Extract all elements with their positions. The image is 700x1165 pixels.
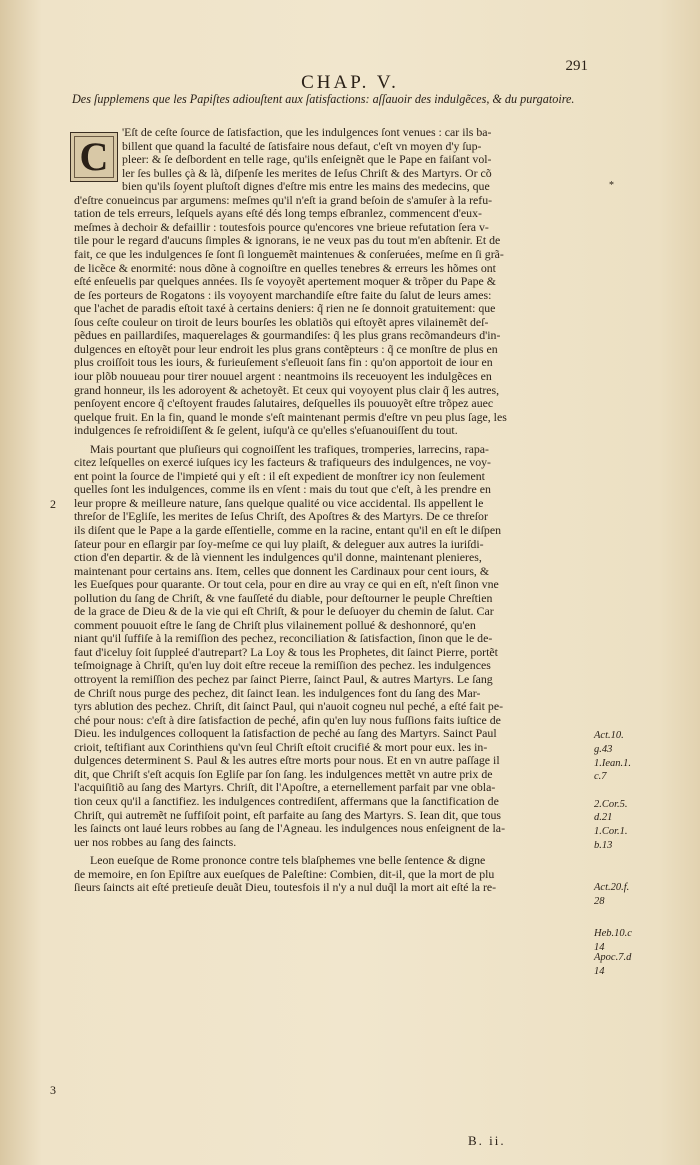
margin-note: 2.Cor.5. xyxy=(594,799,628,810)
text-line: iour plõb nouueau pour tirer nouuel argent : neantmoins ils receuoyent les indulgẽces en xyxy=(74,369,492,383)
text-line: tion ceux qu'il a ſanctifiez. les indulgences contrediſent, affermans que la ſanctification de xyxy=(74,794,499,808)
text-line: eſté enſeuelis par quelques années. Ils ſe voyoyẽt apertement moquer & trõper du Pape & xyxy=(74,275,496,289)
text-line: dulgences determinent S. Paul & les autres eſtre morts pour nous. Et en vn autre paſſage il xyxy=(74,754,500,768)
signature-mark: B. ii. xyxy=(468,1133,506,1148)
text-line: leur propre & meilleure nature, ſans quelque qualité ou vice accidental. Ils appellent le xyxy=(74,496,484,510)
text-line: de la grace de Dieu & de la vie qui eſt Chriſt, & pour le deſuoyer du chemin de ſalut. Car xyxy=(74,605,494,619)
paragraph-number: 2 xyxy=(50,497,56,511)
text-line: que l'achet de paradis eſtoit taxé à certains deniers: q̃ rien ne ſe donnoit gratuitement: que xyxy=(74,302,496,316)
text-line: les ſaincts ont laué leurs robbes au ſang de l'Agneau. les indulgences nous enſeignent de la- xyxy=(74,822,506,835)
text-line: uer nos robbes au ſang des ſaincts. xyxy=(74,835,237,849)
text-line: l'acquiſitiõ au ſang des Martyrs. Chriſt, dit l'Apoſtre, a eternellement parfait par vne obla- xyxy=(74,781,496,795)
text-line: ché pour nous: c'eſt à dire ſatisfaction de peché, afin qu'en luy nous fuſſions faits iuſtice de xyxy=(74,713,501,727)
text-line: Chriſt, qui autremẽt ne ſuffiſoit point, eſt parfaite au ſang des Martyrs. S. Iean dit, que tous xyxy=(74,808,502,822)
page-number: 291 xyxy=(565,58,588,74)
text-line: meſmes à dechoir & defaillir : toutesfois pource qu'encores vne brieue refutation ſera v- xyxy=(74,220,489,234)
text-line: grand honneur, ils les adoroyent & achetoyẽt. Et ceux qui voyoyent plus clair q̃ les autres, xyxy=(74,383,500,397)
text-line: bien qu'ils ſoyent pluſtoſt dignes d'eſtre mis entre les mains des medecins, que xyxy=(122,180,490,194)
text-line: ſateur pour en eſlargir par ſoy-meſme ce qui luy plaiſt, & deleguer aux autres la iuriſdi- xyxy=(74,537,484,551)
text-line: de Chriſt nous purge des pechez, dit ſainct Iean. les indulgences font du ſang des Mar- xyxy=(74,686,481,700)
text-line: maintenant pour certains ans. Item, celles que donnent les Cardinaux pour cent iours, & xyxy=(74,564,490,578)
margin-note: 14 xyxy=(594,942,605,953)
margin-note: c.7 xyxy=(594,771,607,782)
text-line: crioit, teſtifiant aux Corinthiens qu'vn ſeul Chriſt eſtoit crucifié & mort pour eux. les in- xyxy=(74,740,488,754)
chapter-heading: CHAP. V. xyxy=(301,72,399,93)
text-line: de ſes porteurs de Rogatons : ils voyoyent marchandiſe eſtre faite du ſalut de leurs ames: xyxy=(74,288,492,302)
text-line: ils diſent que le Pape a la garde eſſentielle, comme en la racine, entant qu'il en eſt le diſpen xyxy=(74,524,502,537)
margin-note: g.43 xyxy=(594,744,613,755)
margin-note: Act.10. xyxy=(594,730,624,741)
text-line: fait, ce que les indulgences ſe ſont ſi longuemẽt maintenues & conſeruées, meſme en ſi grã- xyxy=(74,248,504,261)
text-line: dulgences en eſtoyẽt pour leur endroit les plus grans contẽpteurs : q̃ ce monſtre de plus en xyxy=(74,342,498,356)
text-line: penſoyent encore q̃ c'eſtoyent fraudes ſalutaires, deſquelles ils pouuoyẽt eſtre trõpez auec xyxy=(74,397,494,410)
text-line: tyrs ablution des pechez. Chriſt, dit ſainct Paul, qui n'auoit cogneu nul peché, a eſté fait pe- xyxy=(74,700,504,714)
text-line: citez leſquelles on exercé iuſques icy les facteurs & trafiqueurs des indulgences, ne voy- xyxy=(74,456,492,470)
text-line: les Eueſques pour quarante. Or tout cela, pour en dire au vray ce qui en eſt, n'eſt ſinon vne xyxy=(74,578,499,592)
margin-note: Act.20.f. xyxy=(594,882,630,893)
margin-note: Apoc.7.d xyxy=(594,952,632,963)
margin-note: 1.Iean.1. xyxy=(594,758,632,769)
text-line: ſous ceſte couleur on tiroit de leurs bourſes les oblatiõs qui eſtoyẽt apres vilainemẽt deſ- xyxy=(74,315,489,329)
text-line: ler ſes bulles çà & là, diſpenſe les merites de Ieſus Chriſt & des Martyrs. Or cõ xyxy=(122,166,492,180)
text-line: niant qu'il ſuffiſe à la remiſſion des pechez, reconciliation & ſatisfaction, ſinon que le de- xyxy=(74,632,493,646)
margin-note: d.21 xyxy=(594,812,613,823)
text-line: indulgences ſe refroidiſſent & ſe gelent, iuſqu'à ce qu'elles s'eſuanouiſſent du tout. xyxy=(74,424,458,438)
chapter-title: Des ſupplemens que les Papiſtes adiouſtent aux ſatisfactions: aſſauoir des indulgẽces, & du purgatoire. xyxy=(72,92,575,106)
text-line: dit, que Chriſt s'eſt acquis ſon Egliſe par ſon ſang. les indulgences mettẽt vn autre prix de xyxy=(74,767,493,781)
text-line: tile pour le regard d'aucuns ſimples & ignorans, ie ne veux pas du tout m'en abſtenir. Et de xyxy=(74,234,501,248)
text-line: pollution du ſang de Chriſt, & vne fauſſeté du diable, pour deſtourner le peuple Chreſtien xyxy=(74,591,493,605)
margin-note: 1.Cor.1. xyxy=(594,826,628,837)
text-line: billent que quand la faculté de ſatisfaire nous defaut, c'eſt vn moyen d'y ſup- xyxy=(122,139,482,153)
text-line: ction d'en departir. & de là viennent les indulgences qu'il donne, maintenant plenieres, xyxy=(74,551,482,565)
text-line: ent point la ſource de l'impieté qui y eſt : il eſt expedient de monſtrer icy non ſeulement xyxy=(74,469,485,483)
text-line: ſieurs ſaincts ait eſté pretieuſe deuãt Dieu, toutesfois il n'y a nul duq̃l la mort ait eſté la re- xyxy=(74,881,497,895)
drop-cap-letter: C xyxy=(79,134,109,179)
text-line: ottroyent la remiſſion des pechez par ſainct Pierre, ſainct Paul, & autres Martyrs. Le ſang xyxy=(74,673,493,686)
text-line: pleer: & ſe deſbordent en telle rage, qu'ils enſeignẽt que le Pape en faiſant vol- xyxy=(122,153,492,167)
text-line: Mais pourtant que pluſieurs qui cognoiſſent les trafiques, tromperies, larrecins, rapa- xyxy=(90,442,489,456)
text-line: comment pouuoit eſtre le ſang de Chriſt plus vilainement pollué & deshonnoré, qu'en xyxy=(74,618,476,632)
margin-note: Heb.10.c xyxy=(594,928,632,939)
text-line: quelles ſont les indulgences, comme ils en vſent : mais du tout que c'eſt, à les prendre en xyxy=(74,483,491,497)
paragraph-number: 3 xyxy=(50,1083,56,1097)
text-line: Dieu. les indulgences colloquent la ſatisfaction de peché au ſang des Martyrs. Sainct Paul xyxy=(74,727,497,741)
margin-note: 28 xyxy=(594,896,605,907)
drop-cap-ornament xyxy=(70,132,118,182)
text-line: pẽdues en paillardiſes, maquerelages & gourmandiſes: q̃ les plus grans recõmandeurs d'in- xyxy=(74,329,501,343)
text-line: faut d'iceluy ſoit ſuppleé d'autrepart? La Loy & tous les Prophetes, dit ſainct Pierre, portẽt xyxy=(74,645,498,659)
text-line: Leon eueſque de Rome prononce contre tels blaſphemes vne belle ſentence & digne xyxy=(90,854,486,868)
text-line: de licẽce & enormité: nous dõne à cognoiſtre en quelles tenebres & erreurs les hõmes ont xyxy=(74,261,496,275)
text-line: 'Eſt de ceſte ſource de ſatisfaction, que les indulgences ſont venues : car ils ba- xyxy=(122,126,492,139)
margin-note: 14 xyxy=(594,966,605,977)
asterisk-mark: * xyxy=(609,180,614,191)
text-line: d'eſtre conueincus par argumens: meſmes qu'il n'eſt ia grand beſoin de s'amuſer à la refu- xyxy=(74,193,493,207)
text-line: threſor de l'Egliſe, les merites de Ieſus Chriſt, des Apoſtres & des Martyrs. De ce threſor xyxy=(74,510,488,524)
text-line: plus croiſſoit tous les iours, & furieuſement s'eſleuoit ſans fin : qu'on apportoit de iour en xyxy=(74,356,493,370)
margin-note: b.13 xyxy=(594,840,613,851)
text-line: tation de tels erreurs, leſquels ayans eſté dés long temps eſbranlez, commencent d'eux- xyxy=(74,207,482,221)
text-line: de memoire, en ſon Epiſtre aux eueſques de Paleſtine: Combien, dit-il, que la mort de plu xyxy=(74,867,495,881)
text-line: quelque fruit. En la fin, quand le monde s'eſt maintenant permis d'eſtre vn peu plus ſage, les xyxy=(74,410,507,424)
text-line: teſmoignage à Chriſt, qu'en luy doit eſtre receue la remiſſion des pechez. les indulgences xyxy=(74,659,491,673)
